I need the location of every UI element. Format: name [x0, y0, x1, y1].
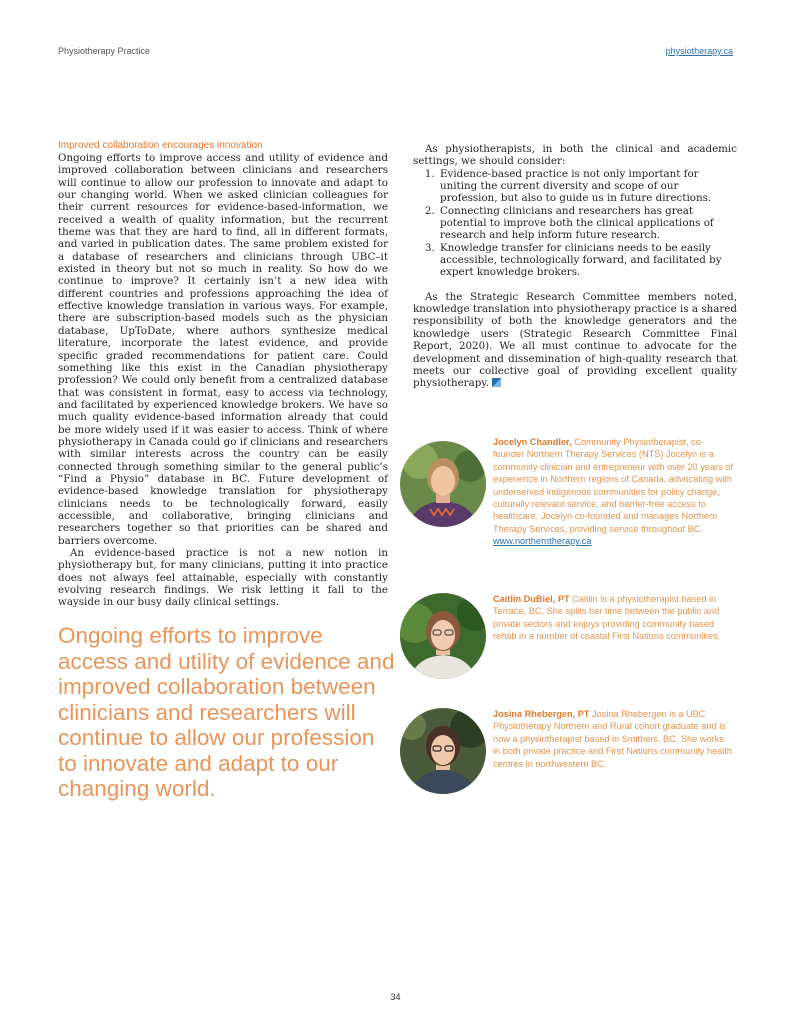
bio-description: Josina Rhebergen is a UBC Physiotherapy Northern and Rural cohort graduate and is now a physiotherapist based in Smithers, BC. She works in both private practice and First Nations community health centres in northwestern BC. — [493, 709, 732, 769]
body-paragraph: An evidence-based practice is not a new notion in physiotherapy but, for many clinicians, putting it into practice does not always feel attainable, especially with constantly evolving research findings. We risk letting it fall to the wayside in our busy daily clinical settings. — [58, 547, 388, 609]
bio-name: Josina Rhebergen, PT — [493, 709, 590, 719]
avatar — [400, 708, 486, 794]
closing-paragraph — [413, 291, 737, 390]
avatar — [400, 441, 486, 527]
bio-name: Jocelyn Chandler, — [493, 437, 572, 447]
list-intro: As physiotherapists, in both the clinical and academic settings, we should consider: — [413, 143, 737, 168]
closing-text: As the Strategic Research Committee members noted, knowledge translation into physiotherapy practice is a shared responsibility of both the knowledge generators and the knowledge users (Strategic Research Committee Final Report, 2020). We all must continue to advocate for the development and dissemination of high-quality research that meets our collective goal of providing excellent quality physiotherapy. — [413, 290, 737, 390]
section-heading: Improved collaboration encourages innovation — [58, 140, 263, 151]
right-column — [413, 143, 737, 390]
pull-quote: Ongoing efforts to improve access and utility of evidence and improved collaboration between clinicians and researchers will continue to allow our profession to innovate and adapt to our changing world. — [58, 623, 395, 801]
left-column — [58, 140, 388, 609]
journal-name: Physiotherapy Practice — [58, 46, 151, 56]
bio-text — [493, 708, 733, 770]
avatar — [400, 593, 486, 679]
bio-description: Caitlin is a physiotherapist based in Terrace, BC. She splits her time between the public and private sectors and enjoys providing community based rehab in a number of coastal First Nations communities. — [493, 594, 721, 642]
bio-name: Caitlin DuBiel, PT — [493, 594, 570, 604]
list-item: 3. Knowledge transfer for clinicians needs to be easily accessible, technologically forward, and facilitated by expert knowledge brokers. — [438, 242, 737, 279]
body-paragraph: Ongoing efforts to improve access and utility of evidence and improved collaboration between clinicians and researchers will continue to allow our profession to innovate and adapt to our changing world. When we asked clinician colleagues for their current resources for evidence-based-information, we received a wealth of quality information, but the recurrent theme was that they are hard to find, all in different formats, and varied in publication dates. The same problem existed for a database of researchers and clinicians through UBC–it existed in theory but not so much in reality. So how do we continue to improve? It certainly isn’t a new idea with different countries and professions approaching the idea of effective knowledge translation in various ways. For example, there are subscription-based models such as the physician database, UpToDate, where authors synthesize medical literature, incorporate the latest evidence, and provide specific graded recommendations for patient care. Could something like this exist in the Canadian physiotherapy profession? We could only benefit from a centralized database that was consistent in format, easy to access via technology, and facilitated by experienced knowledge brokers. We have so much quality evidence-based information already that could be more widely used if it was easier to access. Think of where physiotherapy in Canada could go if clinicians and researchers with similar interests across the country can be easily connected through something similar to the general public’s “Find a Physio” database in BC. Future development of evidence-based knowledge translation for physiotherapy clinicians needs to be technologically forward, easily accessible, and collaborative, bringing clinicians and researchers together so that priorities can be shared and barriers overcome. — [58, 152, 388, 547]
bio-description: Community Physiotherapist, co-founder Northern Therapy Services (NTS) Jocelyn is a community clinician and entrepreneur with over 20 years of experience in Northern regions of Canada, advocating with underserved indigenous communities for policy change, culturally relevant service, and barrier-free access to healthcare. Jocelyn co-founded and manages Northern Therapy Services, providing service throughout BC. — [493, 437, 734, 534]
site-link[interactable]: physiotherapy.ca — [665, 46, 733, 56]
list-item: 1. Evidence-based practice is not only important for uniting the current diversity and scope of our profession, but also to guide us in future directions. — [438, 168, 737, 205]
bio-website-link[interactable]: www.northerntherapy.ca — [493, 536, 592, 547]
end-mark-icon — [492, 378, 501, 387]
list-item: 2. Connecting clinicians and researchers has great potential to improve both the clinical applications of research and help inform future research. — [438, 205, 737, 242]
page-number: 34 — [390, 992, 401, 1002]
bio-text — [493, 593, 733, 643]
consideration-list — [413, 168, 737, 279]
bio-text — [493, 436, 733, 548]
